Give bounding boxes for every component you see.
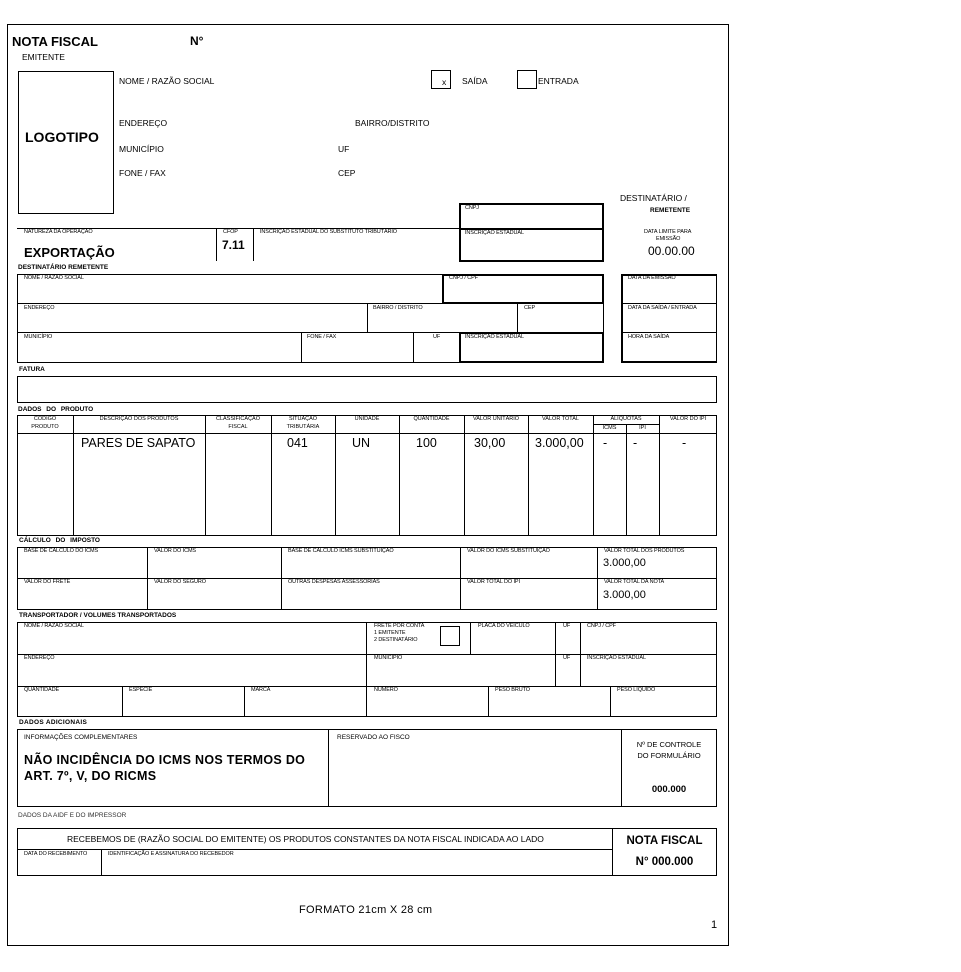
imposto-v-1	[147, 547, 148, 610]
row-situacao: 041	[287, 436, 308, 450]
formato-text: FORMATO 21cm X 28 cm	[299, 904, 433, 916]
datas-block	[621, 274, 717, 363]
transportador-section-title: TRANSPORTADOR / VOLUMES TRANSPORTADOS	[19, 612, 177, 619]
dest-rem-title-2: REMETENTE	[650, 207, 691, 214]
cfop-right-line	[253, 228, 254, 261]
data-recebimento-label: DATA DO RECEBIMENTO	[24, 851, 88, 857]
canhoto-h-line	[17, 849, 612, 850]
produto-section-title: DADOS DO PRODUTO	[18, 406, 94, 413]
emitente-fone-label: FONE / FAX	[119, 168, 166, 178]
info-complementares-label: INFORMAÇÕES COMPLEMENTARES	[24, 734, 138, 741]
produto-v-6	[464, 415, 465, 536]
transp-uf-label: UF	[563, 623, 571, 629]
frete-label: VALOR DO FRETE	[24, 579, 71, 585]
natureza-label: NATUREZA DA OPERAÇÃO	[24, 229, 93, 235]
transp-endereco-label: ENDEREÇO	[24, 655, 55, 661]
dest-cep-label: CEP	[524, 305, 536, 311]
dest-v-fone	[301, 332, 302, 363]
emitente-bairro-label: BAIRRO/DISTRITO	[355, 118, 430, 128]
dest-v-bairro	[367, 303, 368, 332]
aidf-label: DADOS DA AIDF E DO IMPRESSOR	[18, 812, 127, 819]
produto-v-3	[271, 415, 272, 536]
transp-municipio-label: MUNICÍPIO	[374, 655, 403, 661]
transp-v-uf	[555, 622, 556, 686]
base-icms-label: BASE DE CÁLCULO DO ICMS	[24, 548, 99, 554]
entrada-label: ENTRADA	[538, 76, 579, 86]
produto-v-9	[626, 424, 627, 536]
adicionais-section-title: DADOS ADICIONAIS	[19, 719, 88, 726]
numero-label: NÚMERO	[374, 687, 398, 693]
especie-label: ESPÉCIE	[129, 687, 153, 693]
dest-cnpj-label: CNPJ / CPF	[449, 275, 478, 281]
emitente-cnpj-box[interactable]	[459, 203, 604, 230]
dest-endereco-label: ENDEREÇO	[24, 305, 55, 311]
info-texto-2: ART. 7º, V, DO RICMS	[24, 769, 157, 783]
saida-mark: x	[442, 77, 447, 87]
dest-v-cep	[517, 303, 518, 332]
fatura-box[interactable]	[17, 376, 717, 403]
number-label: N°	[190, 34, 204, 48]
canhoto-nota-fiscal: NOTA FISCAL	[626, 835, 703, 847]
saida-label: SAÍDA	[462, 76, 488, 86]
h-classif-2: FISCAL	[228, 424, 248, 430]
valor-icms-label: VALOR DO ICMS	[154, 548, 196, 554]
h-valor-total: VALOR TOTAL	[542, 416, 579, 422]
transp-v-placa	[470, 622, 471, 654]
h-icms: ICMS	[602, 425, 617, 431]
dest-nome-label: NOME / RAZÃO SOCIAL	[24, 275, 84, 281]
placa-label: PLACA DO VEÍCULO	[478, 623, 530, 629]
dest-insc-label: INSCRIÇÃO ESTADUAL	[465, 334, 524, 340]
cfop-value: 7.11	[222, 238, 245, 252]
total-nota-label: VALOR TOTAL DA NOTA	[604, 579, 665, 585]
frete-conta-checkbox[interactable]	[440, 626, 460, 646]
logo-placeholder: LOGOTIPO	[25, 129, 99, 145]
saida-checkbox[interactable]	[431, 70, 451, 89]
datas-line-2	[621, 332, 717, 333]
entrada-checkbox[interactable]	[517, 70, 537, 89]
h-classif-1: CLASSIFICAÇÃO	[215, 416, 260, 422]
transp-v-cnpj	[580, 622, 581, 686]
controle-value: 000.000	[651, 784, 687, 795]
seguro-label: VALOR DO SEGURO	[154, 579, 206, 585]
total-nota-value: 3.000,00	[603, 589, 646, 601]
h-situacao-1: SITUAÇÃO	[288, 416, 318, 422]
emitente-municipio-label: MUNICÍPIO	[119, 144, 164, 154]
base-subst-label: BASE DE CÁLCULO ICMS SUBSTITUIÇÃO	[288, 548, 394, 554]
h-valor-ipi: VALOR DO IPI	[669, 416, 707, 422]
dest-v-uf	[413, 332, 414, 363]
row-ipi: -	[633, 436, 638, 450]
form-title: NOTA FISCAL	[12, 34, 98, 49]
row-valor-unit: 30,00	[474, 436, 506, 450]
identificacao-label: IDENTIFICAÇÃO E ASSINATURA DO RECEBEDOR	[108, 851, 234, 857]
emitente-cnpj-label: CNPJ	[465, 205, 479, 211]
quantidade-label: QUANTIDADE	[24, 687, 60, 693]
emitente-uf-label: UF	[338, 144, 350, 154]
transp-v-peso-liquido	[610, 686, 611, 717]
marca-label: MARCA	[251, 687, 271, 693]
controle-label-1: Nº DE CONTROLE	[636, 740, 702, 749]
adicionais-v-1	[328, 729, 329, 807]
row-unidade: UN	[352, 436, 371, 450]
fatura-section-title: FATURA	[19, 366, 45, 373]
produto-v-4	[335, 415, 336, 536]
destinatario-section-title: DESTINATÁRIO REMETENTE	[18, 264, 109, 271]
h-unidade: UNIDADE	[354, 416, 380, 422]
dest-rem-title-1: DESTINATÁRIO /	[620, 193, 687, 203]
h-valor-unit: VALOR UNITÁRIO	[472, 416, 520, 422]
h-descricao: DESCRIÇÃO DOS PRODUTOS	[99, 416, 179, 422]
total-ipi-label: VALOR TOTAL DO IPI	[467, 579, 520, 585]
h-codigo-2: PRODUTO	[31, 424, 59, 430]
reservado-fisco-label: RESERVADO AO FISCO	[337, 734, 410, 741]
data-emissao-label: DATA DA EMISSÃO	[628, 275, 676, 281]
produto-v-2	[205, 415, 206, 536]
data-limite-label-1: DATA LIMITE PARA	[644, 229, 692, 235]
cfop-label: CFOP	[223, 229, 238, 235]
h-quantidade: QUANTIDADE	[413, 416, 450, 422]
total-produtos-label: VALOR TOTAL DOS PRODUTOS	[604, 548, 685, 554]
imposto-v-3	[460, 547, 461, 610]
frete-conta-label-3: 2 DESTINATÁRIO	[374, 637, 418, 643]
data-saida-label: DATA DA SAÍDA / ENTRADA	[628, 305, 697, 311]
dest-fone-label: FONE / FAX	[307, 334, 337, 340]
imposto-v-2	[281, 547, 282, 610]
outras-label: OUTRAS DESPESAS ASSESSÓRIAS	[288, 579, 380, 585]
datas-line-1	[621, 303, 717, 304]
insc-subst-label: INSCRIÇÃO ESTADUAL DO SUBSTITUTO TRIBUTÁRIO	[260, 229, 397, 235]
emitente-label: EMITENTE	[22, 52, 65, 62]
produto-v-7	[528, 415, 529, 536]
page-number: 1	[711, 919, 718, 931]
produto-v-10	[659, 415, 660, 536]
transp-v-especie	[122, 686, 123, 717]
emitente-cep-label: CEP	[338, 168, 356, 178]
controle-label-2: DO FORMULÁRIO	[637, 751, 701, 760]
h-aliquotas: ALÍQUOTAS	[610, 416, 642, 422]
h-ipi: IPI	[639, 425, 646, 431]
dest-uf-label: UF	[433, 334, 441, 340]
row-descricao: PARES DE SAPATO	[81, 436, 196, 450]
info-texto-1: NÃO INCIDÊNCIA DO ICMS NOS TERMOS DO	[24, 753, 306, 767]
emitente-insc-label: INSCRIÇÃO ESTADUAL	[465, 230, 524, 236]
natureza-value: EXPORTAÇÃO	[24, 245, 115, 260]
produto-header-line	[17, 433, 717, 434]
hora-saida-label: HORA DA SAÍDA	[628, 334, 670, 340]
dest-bairro-label: BAIRRO / DISTRITO	[373, 305, 423, 311]
canhoto-v-data	[101, 849, 102, 876]
recebemos-text: RECEBEMOS DE (RAZÃO SOCIAL DO EMITENTE) OS PRODUTOS CONSTANTES DA NOTA FISCAL INDICADA AO LADO	[67, 834, 544, 844]
row-icms: -	[603, 436, 608, 450]
dest-municipio-label: MUNICÍPIO	[24, 334, 53, 340]
peso-liquido-label: PESO LÍQUIDO	[617, 687, 656, 693]
data-limite-value: 00.00.00	[648, 244, 695, 258]
row-valor-ipi: -	[682, 436, 687, 450]
transp-v-marca	[244, 686, 245, 717]
imposto-section-title: CÁLCULO DO IMPOSTO	[19, 537, 100, 544]
transp-cnpj-label: CNPJ / CPF	[587, 623, 616, 629]
peso-bruto-label: PESO BRUTO	[495, 687, 530, 693]
frete-conta-label-2: 1 EMITENTE	[374, 630, 406, 636]
h-situacao-2: TRIBUTÁRIA	[286, 424, 320, 430]
frete-conta-label-1: FRETE POR CONTA	[374, 623, 425, 629]
cfop-left-line	[216, 228, 217, 261]
emitente-endereco-label: ENDEREÇO	[119, 118, 168, 128]
valor-subst-label: VALOR DO ICMS SUBSTITUIÇÃO	[467, 548, 550, 554]
transp-uf2-label: UF	[563, 655, 571, 661]
canhoto-numero: N° 000.000	[635, 856, 694, 868]
data-limite-label-2: EMISSÃO	[656, 236, 681, 242]
emitente-nome-label: NOME / RAZÃO SOCIAL	[119, 76, 215, 86]
h-codigo-1: CÓDIGO	[33, 416, 57, 422]
imposto-v-4	[597, 547, 598, 610]
total-produtos-value: 3.000,00	[603, 557, 646, 569]
produto-v-1	[73, 415, 74, 536]
transp-v-peso-bruto	[488, 686, 489, 717]
produto-v-5	[399, 415, 400, 536]
transp-v-frete	[366, 622, 367, 717]
transp-insc-label: INSCRIÇÃO ESTADUAL	[587, 655, 646, 661]
row-quantidade: 100	[416, 436, 437, 450]
produto-v-8	[593, 415, 594, 536]
transp-nome-label: NOME / RAZÃO SOCIAL	[24, 623, 84, 629]
row-valor-total: 3.000,00	[535, 436, 584, 450]
